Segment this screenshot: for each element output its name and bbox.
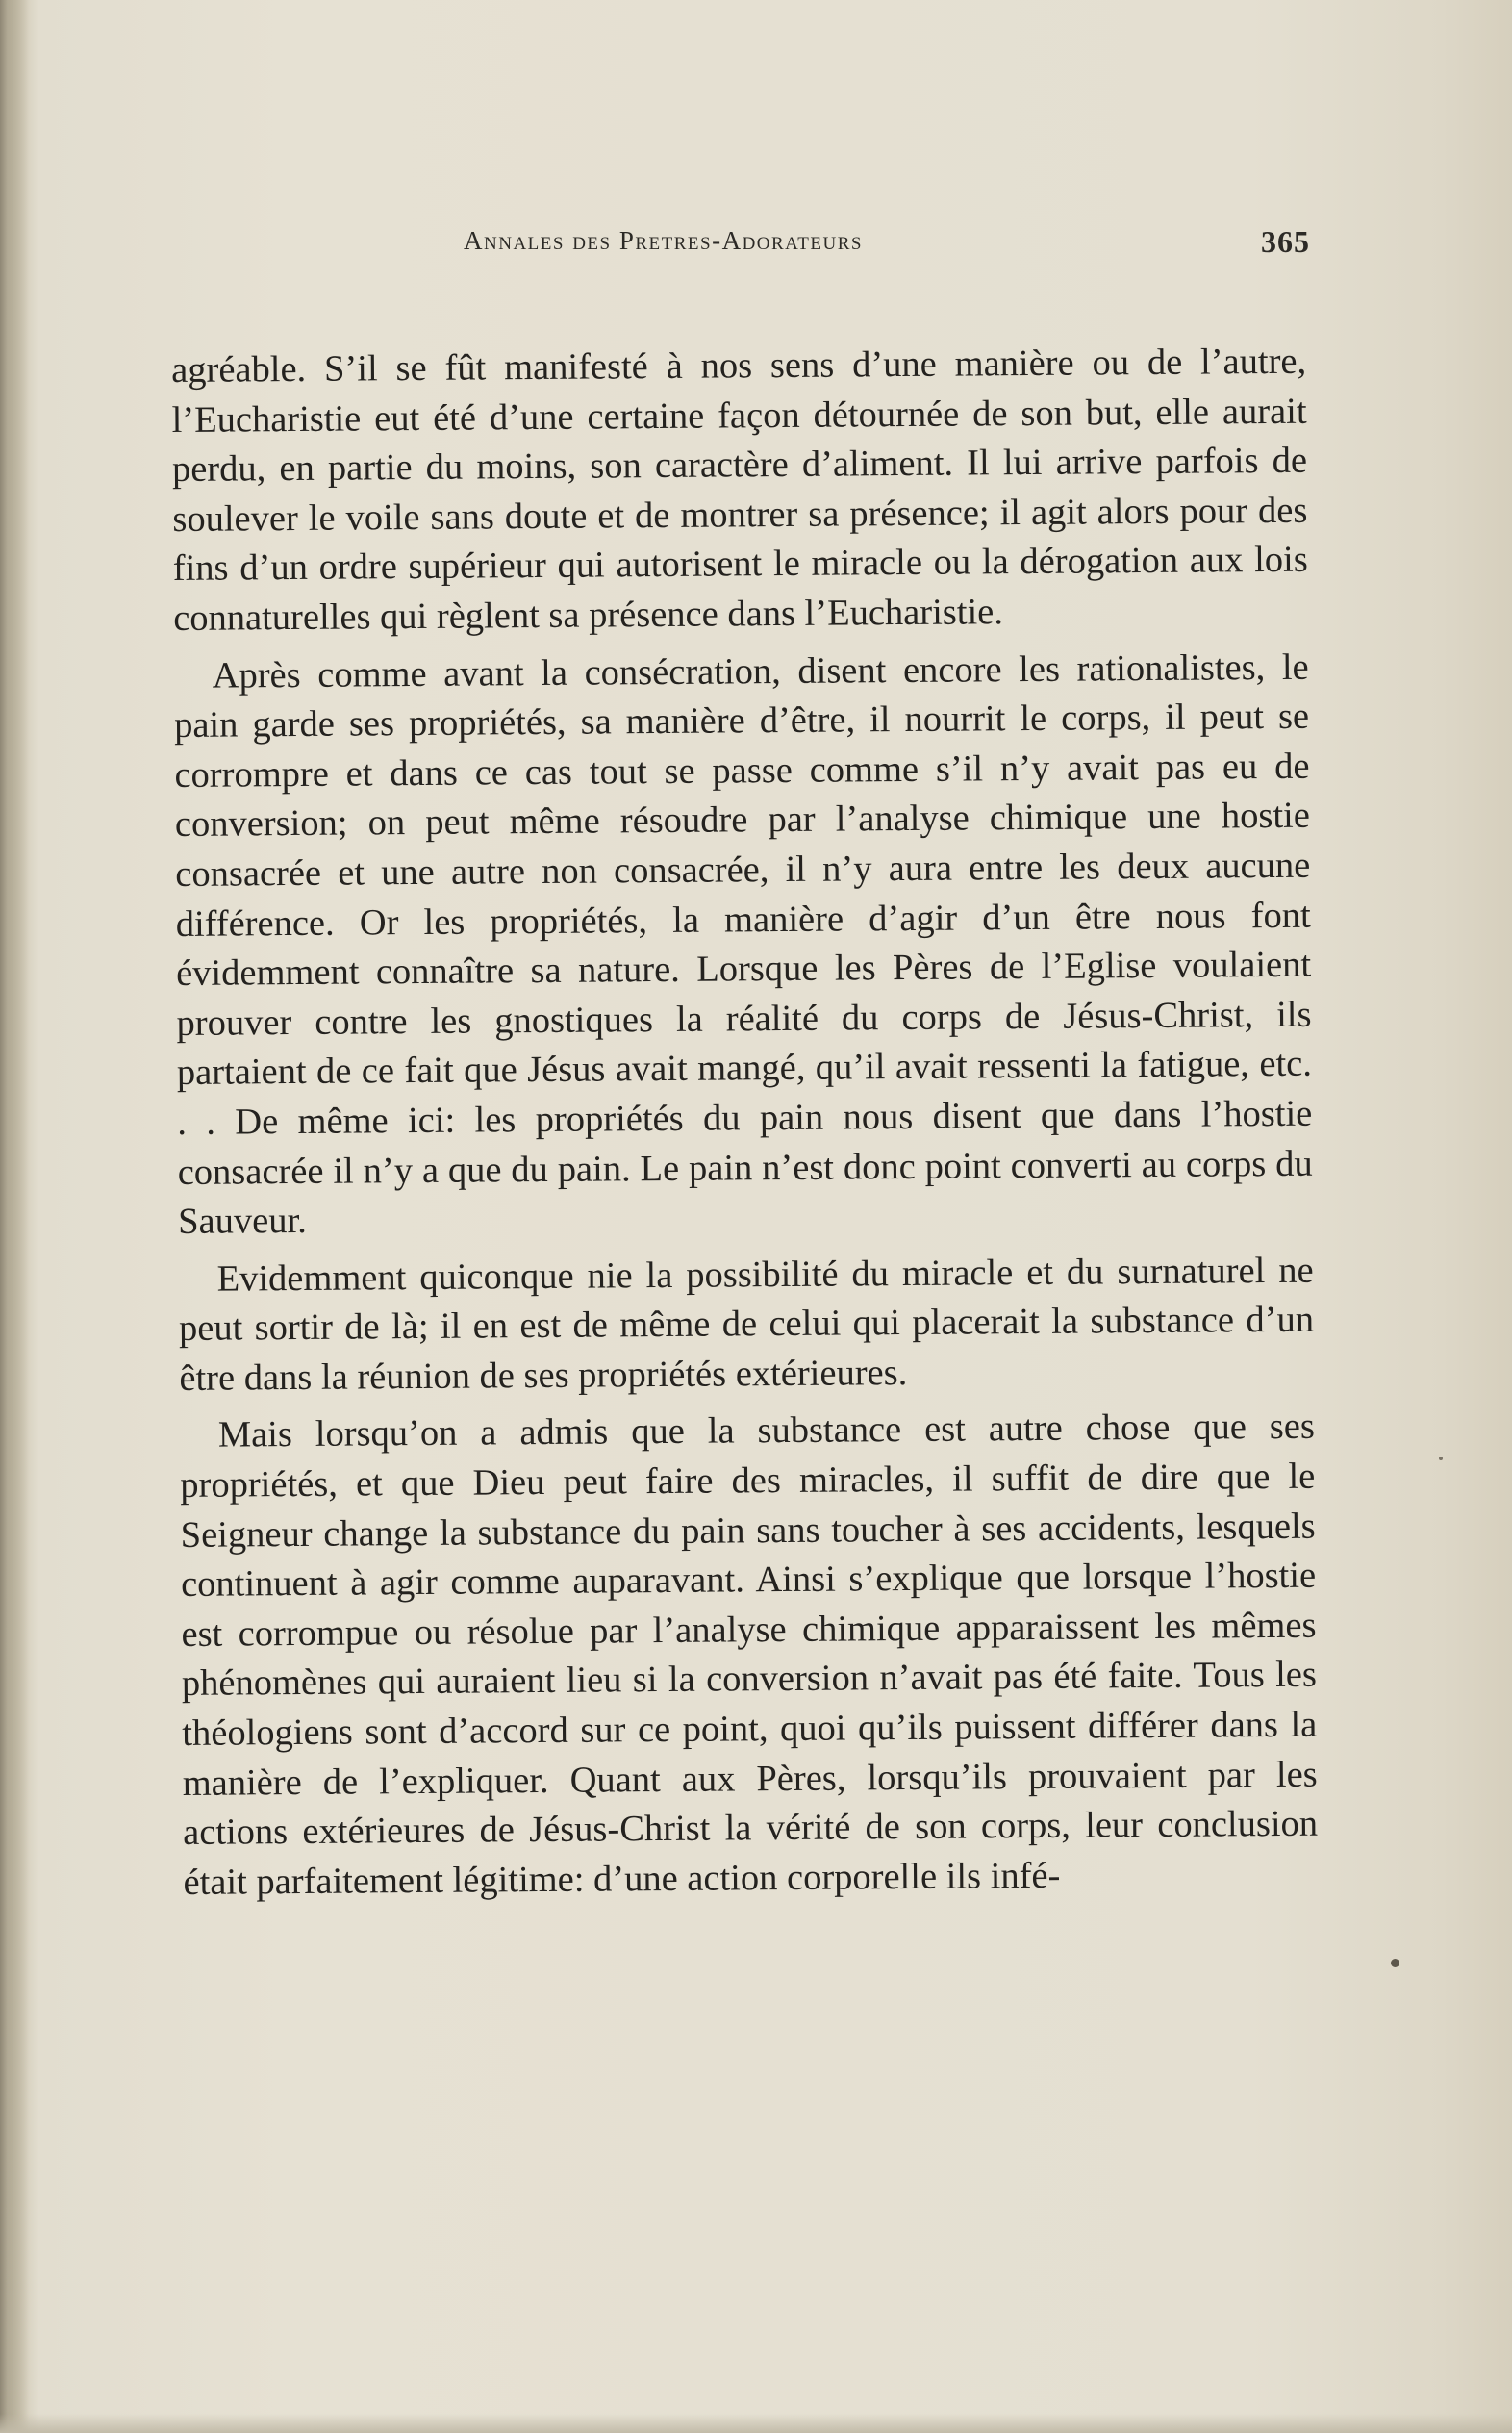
paragraph-1: agréable. S’il se fût manifesté à nos sens d’une manière ou de l’autre, l’Eucharistie eut été d’une certaine façon détournée de son but, elle aurait perdu, en partie du moins, son caractère d’aliment. Il lui arrive parfois de soulever le voile sans doute et de montrer sa présence; il agit alors pour des fins d’un ordre supérieur qui autorisent le miracle ou la dérogation aux lois connaturelles qui règlent sa présence dans l’Eucharistie. [171,341,1308,639]
page-bottom-shadow [0,2414,1512,2433]
binding-gutter-shadow [0,0,29,2433]
paper-speck [1391,1959,1399,1967]
paragraph-2: Après comme avant la consécration, disent encore les rationalistes, le pain garde ses propriétés, sa manière d’être, il nourrit le corps, il peut se corrompre et dans ce cas tout se passe comme s’il n’y avait pas eu de conversion; on peut même résoudre par l’analyse chimique une hostie consacrée et une autre non consacrée, il n’y aura entre les deux aucune différence. Or les propriétés, la manière d’agir d’un être nous font évidemment connaître sa nature. Lorsque les Pères de l’Eglise voulaient prouver contre les gnostiques la réalité du corps de Jésus-Christ, ils partaient de ce fait que Jésus avait mangé, qu’il avait ressenti la fatigue, etc. . . De même ici: les propriétés du pain nous disent que dans l’hostie consacrée il n’y a que du pain. Le pain n’est donc point converti au corps du Sauveur. [173,646,1313,1243]
running-title: Annales des Pretres-Adorateurs [464,226,863,255]
body-text [171,338,1319,1909]
paragraph-3: Evidemment quiconque nie la possibilité du miracle et du surnaturel ne peut sortir de là; il en est de même de celui qui placerait la substance d’un être dans la réunion de ses propriétés extérieures. [178,1250,1315,1399]
paragraph-4: Mais lorsqu’on a admis que la substance est autre chose que ses propriétés, et que Dieu peut faire des miracles, il suffit de dire que le Seigneur change la substance du pain sans toucher à ses accidents, lesquels continuent à agir comme auparavant. Ainsi s’explique que lorsque l’hostie est corrompue ou résolue par l’analyse chimique apparaissent les mêmes phénomènes qui auraient lieu si la conversion n’avait pas été faite. Tous les théologiens sont d’accord sur ce point, quoi qu’ils puissent différer dans la manière de l’expliquer. Quant aux Pères, lorsqu’ils prouvaient par les actions extérieures de Jésus-Christ la vérité de son corps, leur conclusion était parfaitement légitime: d’une action corporelle ils infé- [180,1407,1319,1903]
page-header [464,226,1310,265]
page-number: 365 [1261,224,1310,259]
paper-speck-small [1439,1457,1443,1460]
